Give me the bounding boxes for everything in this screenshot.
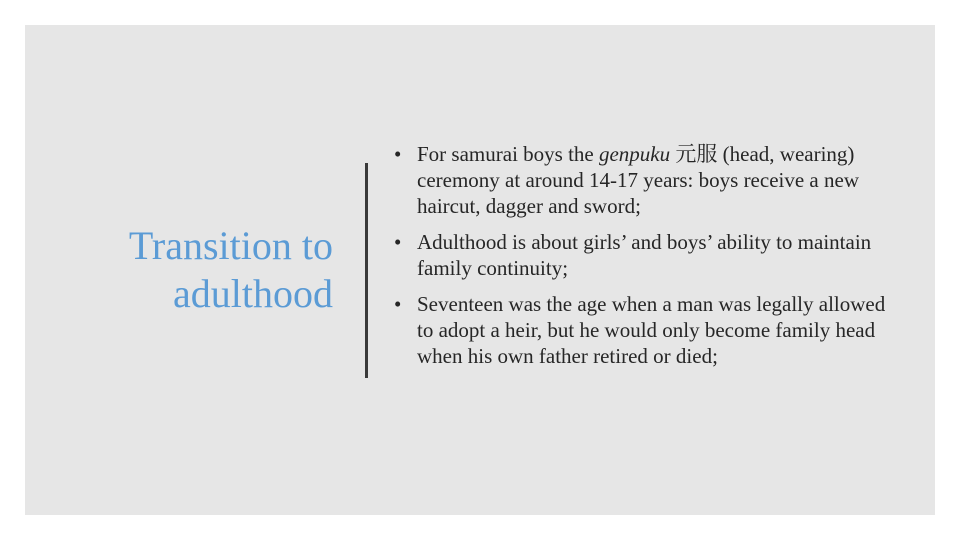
bullet-text-suffix: 元服 (head, wearing) ceremony at around 14-17 years: boys receive a new haircut, dagger and sword; (417, 142, 859, 218)
bullet-list (394, 141, 894, 379)
bullet-icon: • (394, 142, 402, 166)
bullet-text: Seventeen was the age when a man was legally allowed to adopt a heir, but he would only become family head when his own father retired or died; (417, 292, 886, 368)
bullet-text: Adulthood is about girls’ and boys’ ability to maintain family continuity; (417, 230, 872, 280)
bullet-item-adulthood (394, 229, 894, 281)
bullet-item-genpuku (394, 141, 894, 219)
title-line-2: adulthood (173, 271, 333, 316)
bullet-text-italic-term: genpuku (598, 142, 671, 166)
bullet-text-prefix: For samurai boys the (417, 142, 599, 166)
bullet-item-seventeen (394, 291, 894, 369)
bullet-text (417, 141, 894, 219)
bullet-icon: • (394, 230, 402, 254)
slide-title (60, 222, 333, 318)
title-line-1: Transition to (128, 223, 333, 268)
vertical-divider (365, 163, 368, 378)
bullet-icon: • (394, 292, 402, 316)
